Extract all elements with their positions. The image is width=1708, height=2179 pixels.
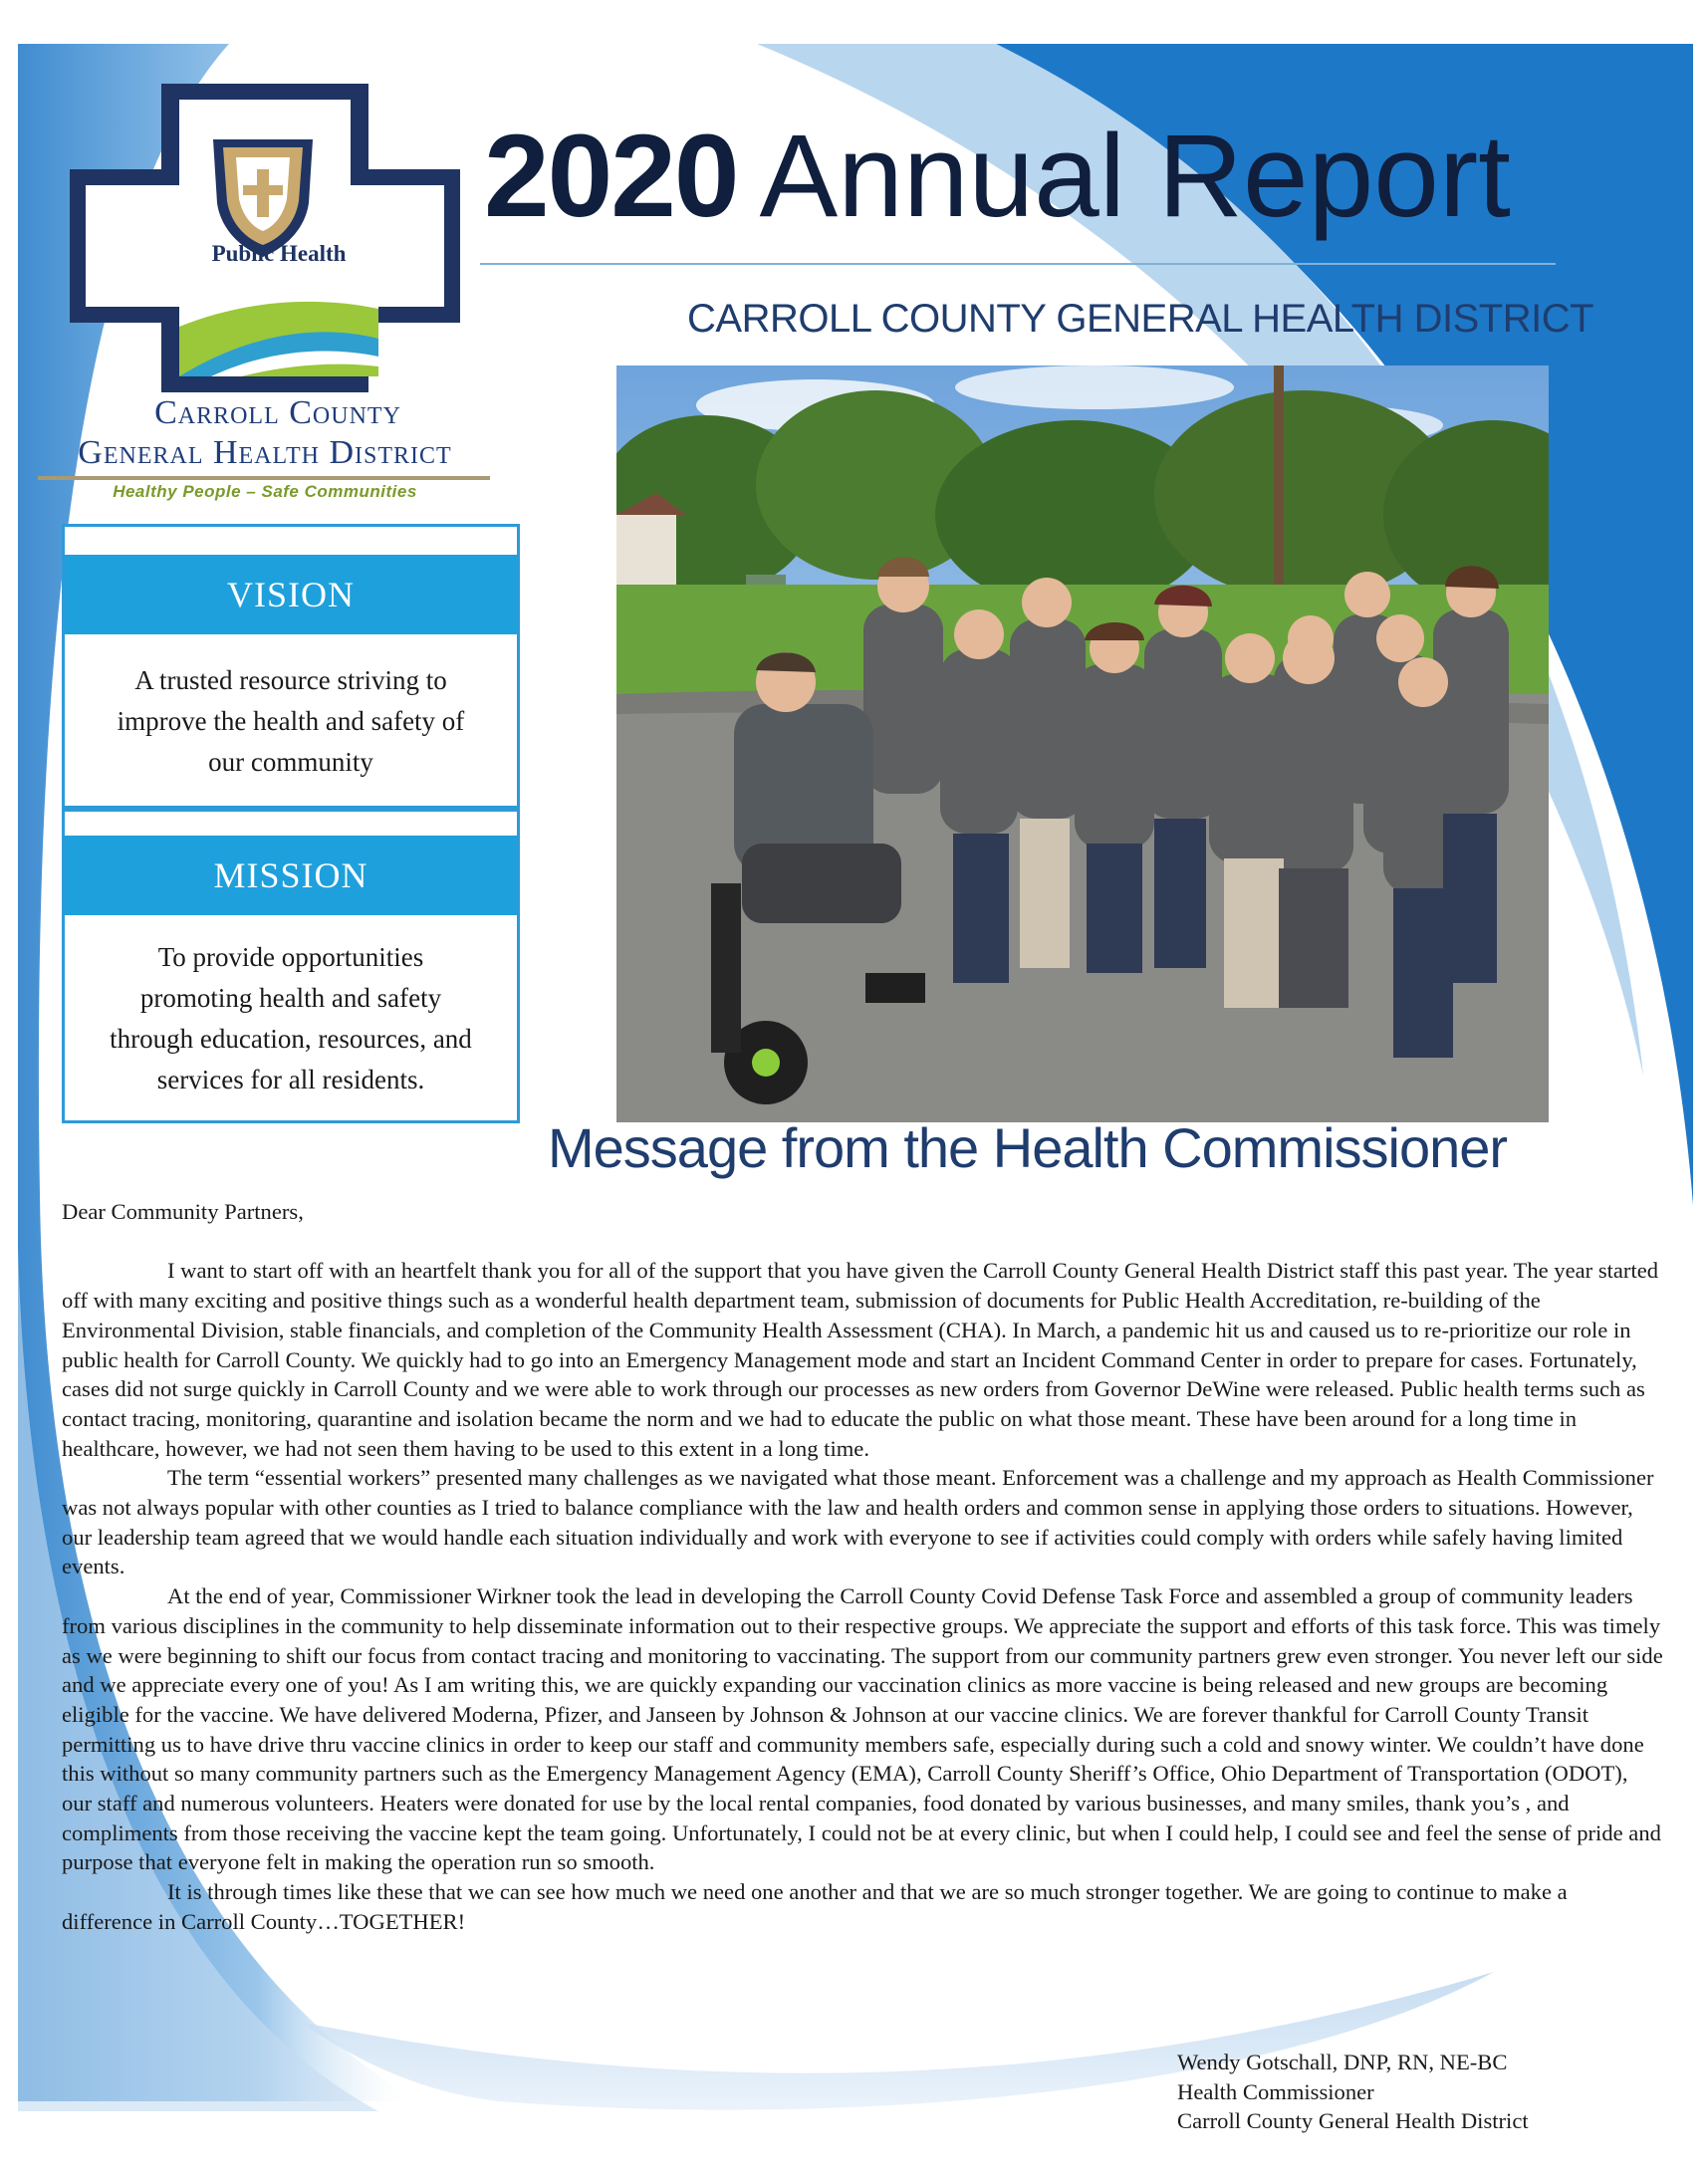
- vision-heading: VISION: [65, 555, 517, 634]
- logo-name-line-2: General Health District: [78, 434, 452, 471]
- report-title-text: Annual Report: [759, 111, 1511, 242]
- letter-paragraph: I want to start off with an heartfelt thank you for all of the support that you have given the Carroll County General Health District staff this past year. The year started off with many exciting and positive things such as a wonderful health department team, submission of documents for Public Health Accreditation, re-building of the Environmental Division, stable financials, and completion of the Community Health Assessment (CHA). In March, a pandemic hit us and caused us to re-prioritize our role in public health for Carroll County. We quickly had to go into an Emergency Management mode and start an Incident Command Center in order to prepare for cases. Fortunately, cases did not surge quickly in Carroll County and we were able to work through our processes as new orders from Governor DeWine were released. Public health terms such as contact tracing, monitoring, quarantine and isolation became the norm and we had to educate the public on what those meant. These have been around for a long time in healthcare, however, we had not seen them having to be used to this extent in a long time.: [62, 1258, 1659, 1461]
- vision-line: our community: [208, 747, 373, 777]
- staff-group-photo: [616, 365, 1549, 1122]
- vision-text: [85, 660, 497, 783]
- message-title: Message from the Health Commissioner: [548, 1116, 1508, 1179]
- letter-paragraph: At the end of year, Commissioner Wirkner took the lead in developing the Carroll County Covid Defense Task Force and assembled a group of community leaders from various disciplines in the community to help disseminate information out to their respective groups. We appreciate the support and efforts of this task force. This was timely as we were beginning to shift our focus from contact tracing and monitoring to vaccinating. The support from our community partners grew even stronger. You never left our side and we appreciate every one of you! As I am writing this, we are quickly expanding our vaccination clinics as more vaccine is being released and new groups are becoming eligible for the vaccine. We have delivered Moderna, Pfizer, and Janseen by Johnson & Johnson at our vaccine clinics. We are forever thankful for Carroll County Transit permitting us to have drive thru vaccine clinics in order to keep our staff and community members safe, especially during such a cold and snowy winter. We couldn’t have done this without so many community partners such as the Emergency Management Agency (EMA), Carroll County Sheriff’s Office, Ohio Department of Transportation (ODOT), our staff and numerous volunteers. Heaters were donated for use by the local rental companies, food donated by various businesses, and many smiles, thank you’s , and compliments from those receiving the vaccine kept the team going. Unfortunately, I could not be at every clinic, but when I could help, I could see and feel the sense of pride and purpose that everyone felt in making the operation run so smooth.: [62, 1583, 1663, 1875]
- logo-badge-text: Public Health: [211, 241, 347, 266]
- signature-role: Health Commissioner: [1177, 2078, 1374, 2104]
- mission-box: [62, 809, 520, 1123]
- logo-tagline: Healthy People – Safe Communities: [113, 482, 417, 501]
- vision-line: A trusted resource striving to: [134, 665, 447, 695]
- letter-paragraph: It is through times like these that we can see how much we need one another and that we are so much stronger together. We are going to continue to make a difference in Carroll County…TOGETHER!: [62, 1879, 1568, 1934]
- signature-org: Carroll County General Health District: [1177, 2108, 1529, 2134]
- district-name: CARROLL COUNTY GENERAL HEALTH DISTRICT: [687, 297, 1594, 341]
- letter-paragraph: The term “essential workers” presented many challenges as we navigated what those meant. Enforcement was a challenge and my approach as Health Commissioner was not always popular with other counties as I tried to balance compliance with the law and health orders and common sense in applying those orders to situations. However, our leadership team agreed that we would handle each situation individually and work with everyone to see if activities could comply with orders while safely having limited events.: [62, 1465, 1654, 1579]
- commissioner-letter: [62, 1197, 1663, 1937]
- logo-divider: [38, 476, 490, 480]
- signature-name: Wendy Gotschall, DNP, RN, NE-BC: [1177, 2050, 1508, 2074]
- title-divider: [480, 263, 1556, 265]
- mission-text: [85, 937, 497, 1100]
- mission-line: promoting health and safety: [139, 983, 442, 1013]
- logo-name-line-1: Carroll County: [154, 394, 401, 431]
- report-title: [484, 111, 1511, 242]
- mission-line: To provide opportunities: [157, 942, 424, 972]
- mission-heading: MISSION: [65, 836, 517, 915]
- letter-salutation: Dear Community Partners,: [62, 1199, 304, 1224]
- mission-line: through education, resources, and: [110, 1024, 472, 1054]
- report-year: 2020: [484, 111, 738, 242]
- vision-line: improve the health and safety of: [117, 706, 465, 736]
- signature-block: [1177, 2048, 1529, 2136]
- vision-box: [62, 524, 520, 809]
- public-health-cross-icon: [62, 78, 468, 396]
- mission-line: services for all residents.: [156, 1065, 425, 1094]
